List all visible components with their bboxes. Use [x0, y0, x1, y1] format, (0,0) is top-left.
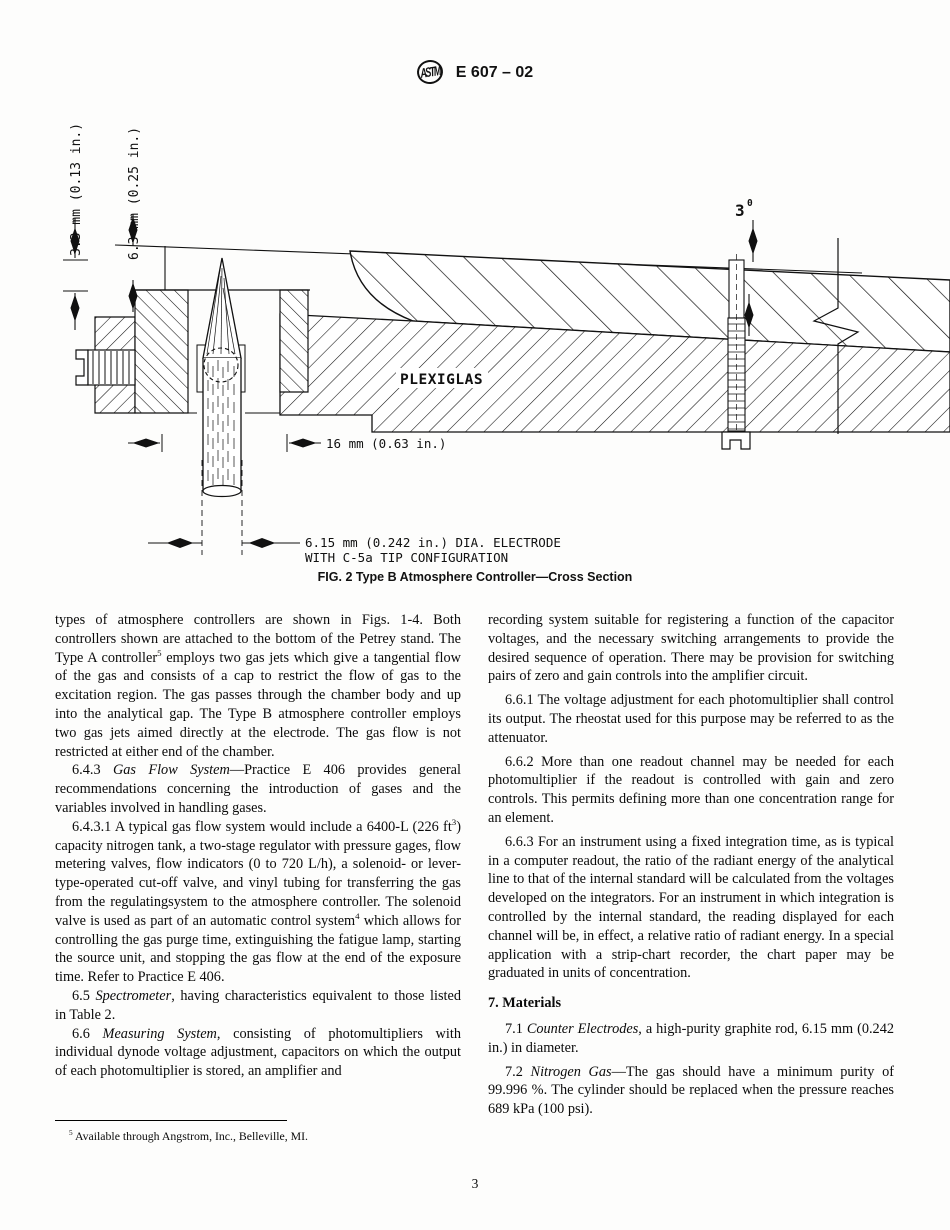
angle-label-sup: 0: [747, 198, 753, 209]
page-header: [0, 60, 950, 86]
section-heading: 7. Materials: [488, 995, 562, 1012]
paragraph: types of atmosphere controllers are shown in Figs. 1-4. Both controllers shown are attached to the bottom of the Petrey stand. The Type A controller$^5$ employs two gas jets which give a tangential flow of the gas and consists of a cap to restrict the flow of gas to the excitation region. The gas passes through the chamber body and up into the analytical gap. The Type B atmosphere controller employs two gas jets aimed directly at the electrode. The gas flow is not restricted at either end of the chamber.: [55, 612, 461, 760]
electrode-note-line1: 6.15 mm (0.242 in.) DIA. ELECTRODE: [305, 535, 561, 550]
electrode-note-line2: WITH C-5a TIP CONFIGURATION: [305, 550, 509, 565]
standard-designation: E 607 – 02: [455, 64, 534, 81]
figure-caption: FIG. 2 Type B Atmosphere Controller—Cross Section: [317, 570, 633, 584]
paragraph: 6.6.1 The voltage adjustment for each photomultiplier shall control its output. The rheostat used for this purpose may be referred to as the attenuator.: [488, 692, 894, 746]
paragraph: 6.6.2 More than one readout channel may be needed for each photomultiplier if the readout is controlled with gain and zero controls. This permits defining more than one concentration range for an element.: [488, 753, 894, 826]
page-number: 3: [471, 1176, 479, 1191]
screw-foot: [722, 432, 750, 449]
plexiglas-label: PLEXIGLAS: [400, 372, 484, 388]
footnote-text: $^5$ Available through Angstrom, Inc., Belleville, MI.: [69, 1128, 309, 1143]
electrode-bottom: [203, 486, 241, 497]
astm-logo-icon: [417, 60, 447, 86]
paragraph: 6.4.3 Gas Flow System—Practice E 406 provides general recommendations concerning the introduction of gases and the variables involved in handling gases.: [55, 762, 461, 816]
right-column: [488, 611, 894, 1124]
footnote: [55, 1120, 485, 1144]
paragraph: 6.6 Measuring System, consisting of photomultipliers with individual dynode voltage adjustment, capacitors on which the output of each photomultiplier is stored, an amplifier and: [55, 1025, 461, 1080]
dim-label-16mm: 16 mm (0.63 in.): [326, 436, 447, 451]
electrode-shaft-fill: [203, 358, 241, 491]
paragraph: 6.4.3.1 A typical gas flow system would include a 6400-L (226 $ft^3$) capacity nitrogen tank, a two-stage regulator with pressure gages, flow metering valves, flow indicators (0 to 720 L/h), a solenoid- or lever-type-operated cut-off valve, and vinyl tubing for transferring the gas from the regulatingsystem to the atmosphere controller. The solenoid valve is used as part of an automatic control system$^4$ which allows for controlling the gas purge time, extinguishing the fatigue lamp, starting the source unit, and stopping the gas flow at the end of the exposure time. Refer to Practice E 406.: [55, 817, 461, 986]
paragraph: 6.6.3 For an instrument using a fixed integration time, as is typical in a computer readout, the ratio of the radiant energy of the analytical line to that of the internal standard will be calculated from the voltages developed on the integrators. For an instrument in which integration is controlled by the internal standard, the reading displayed for each channel will be, in effect, a relative ratio of radiant energy. In a special application with a strip-chart recorder, the chart paper may be graduated in units of concentration.: [488, 833, 894, 982]
footnote-rule: [55, 1120, 287, 1121]
body-text: [55, 611, 895, 1124]
left-cap-block: [135, 290, 188, 413]
astm-logo-text: ASTM: [419, 63, 441, 81]
right-cap-block: [280, 290, 308, 392]
figure-cross-section: [0, 88, 950, 570]
angle-label: 3: [735, 201, 745, 220]
left-column: [55, 611, 461, 1124]
figure-drawing: [0, 88, 950, 570]
paragraph: 6.5 Spectrometer, having characteristics equivalent to those listed in Table 2.: [55, 987, 461, 1023]
paragraph: recording system suitable for registering a function of the capacitor voltages, and the necessary switching arrangements to provide the desired sequence of operation. There may be provision for switching pairs of zero and gain controls into the amplifier circuit.: [488, 612, 894, 685]
paragraph: 7.1 Counter Electrodes, a high-purity graphite rod, 6.15 mm (0.242 in.) in diameter.: [488, 1020, 894, 1056]
paragraph: 7.2 Nitrogen Gas—The gas should have a minimum purity of 99.996 %. The cylinder should be replaced when the pressure reaches 689 kPa (100 psi).: [488, 1063, 894, 1118]
dim-label-3-3mm: 3.3 mm (0.13 in.): [69, 122, 84, 256]
gas-fitting-end: [76, 350, 88, 385]
dim-label-6-3mm: 6.3 mm (0.25 in.): [127, 126, 142, 260]
